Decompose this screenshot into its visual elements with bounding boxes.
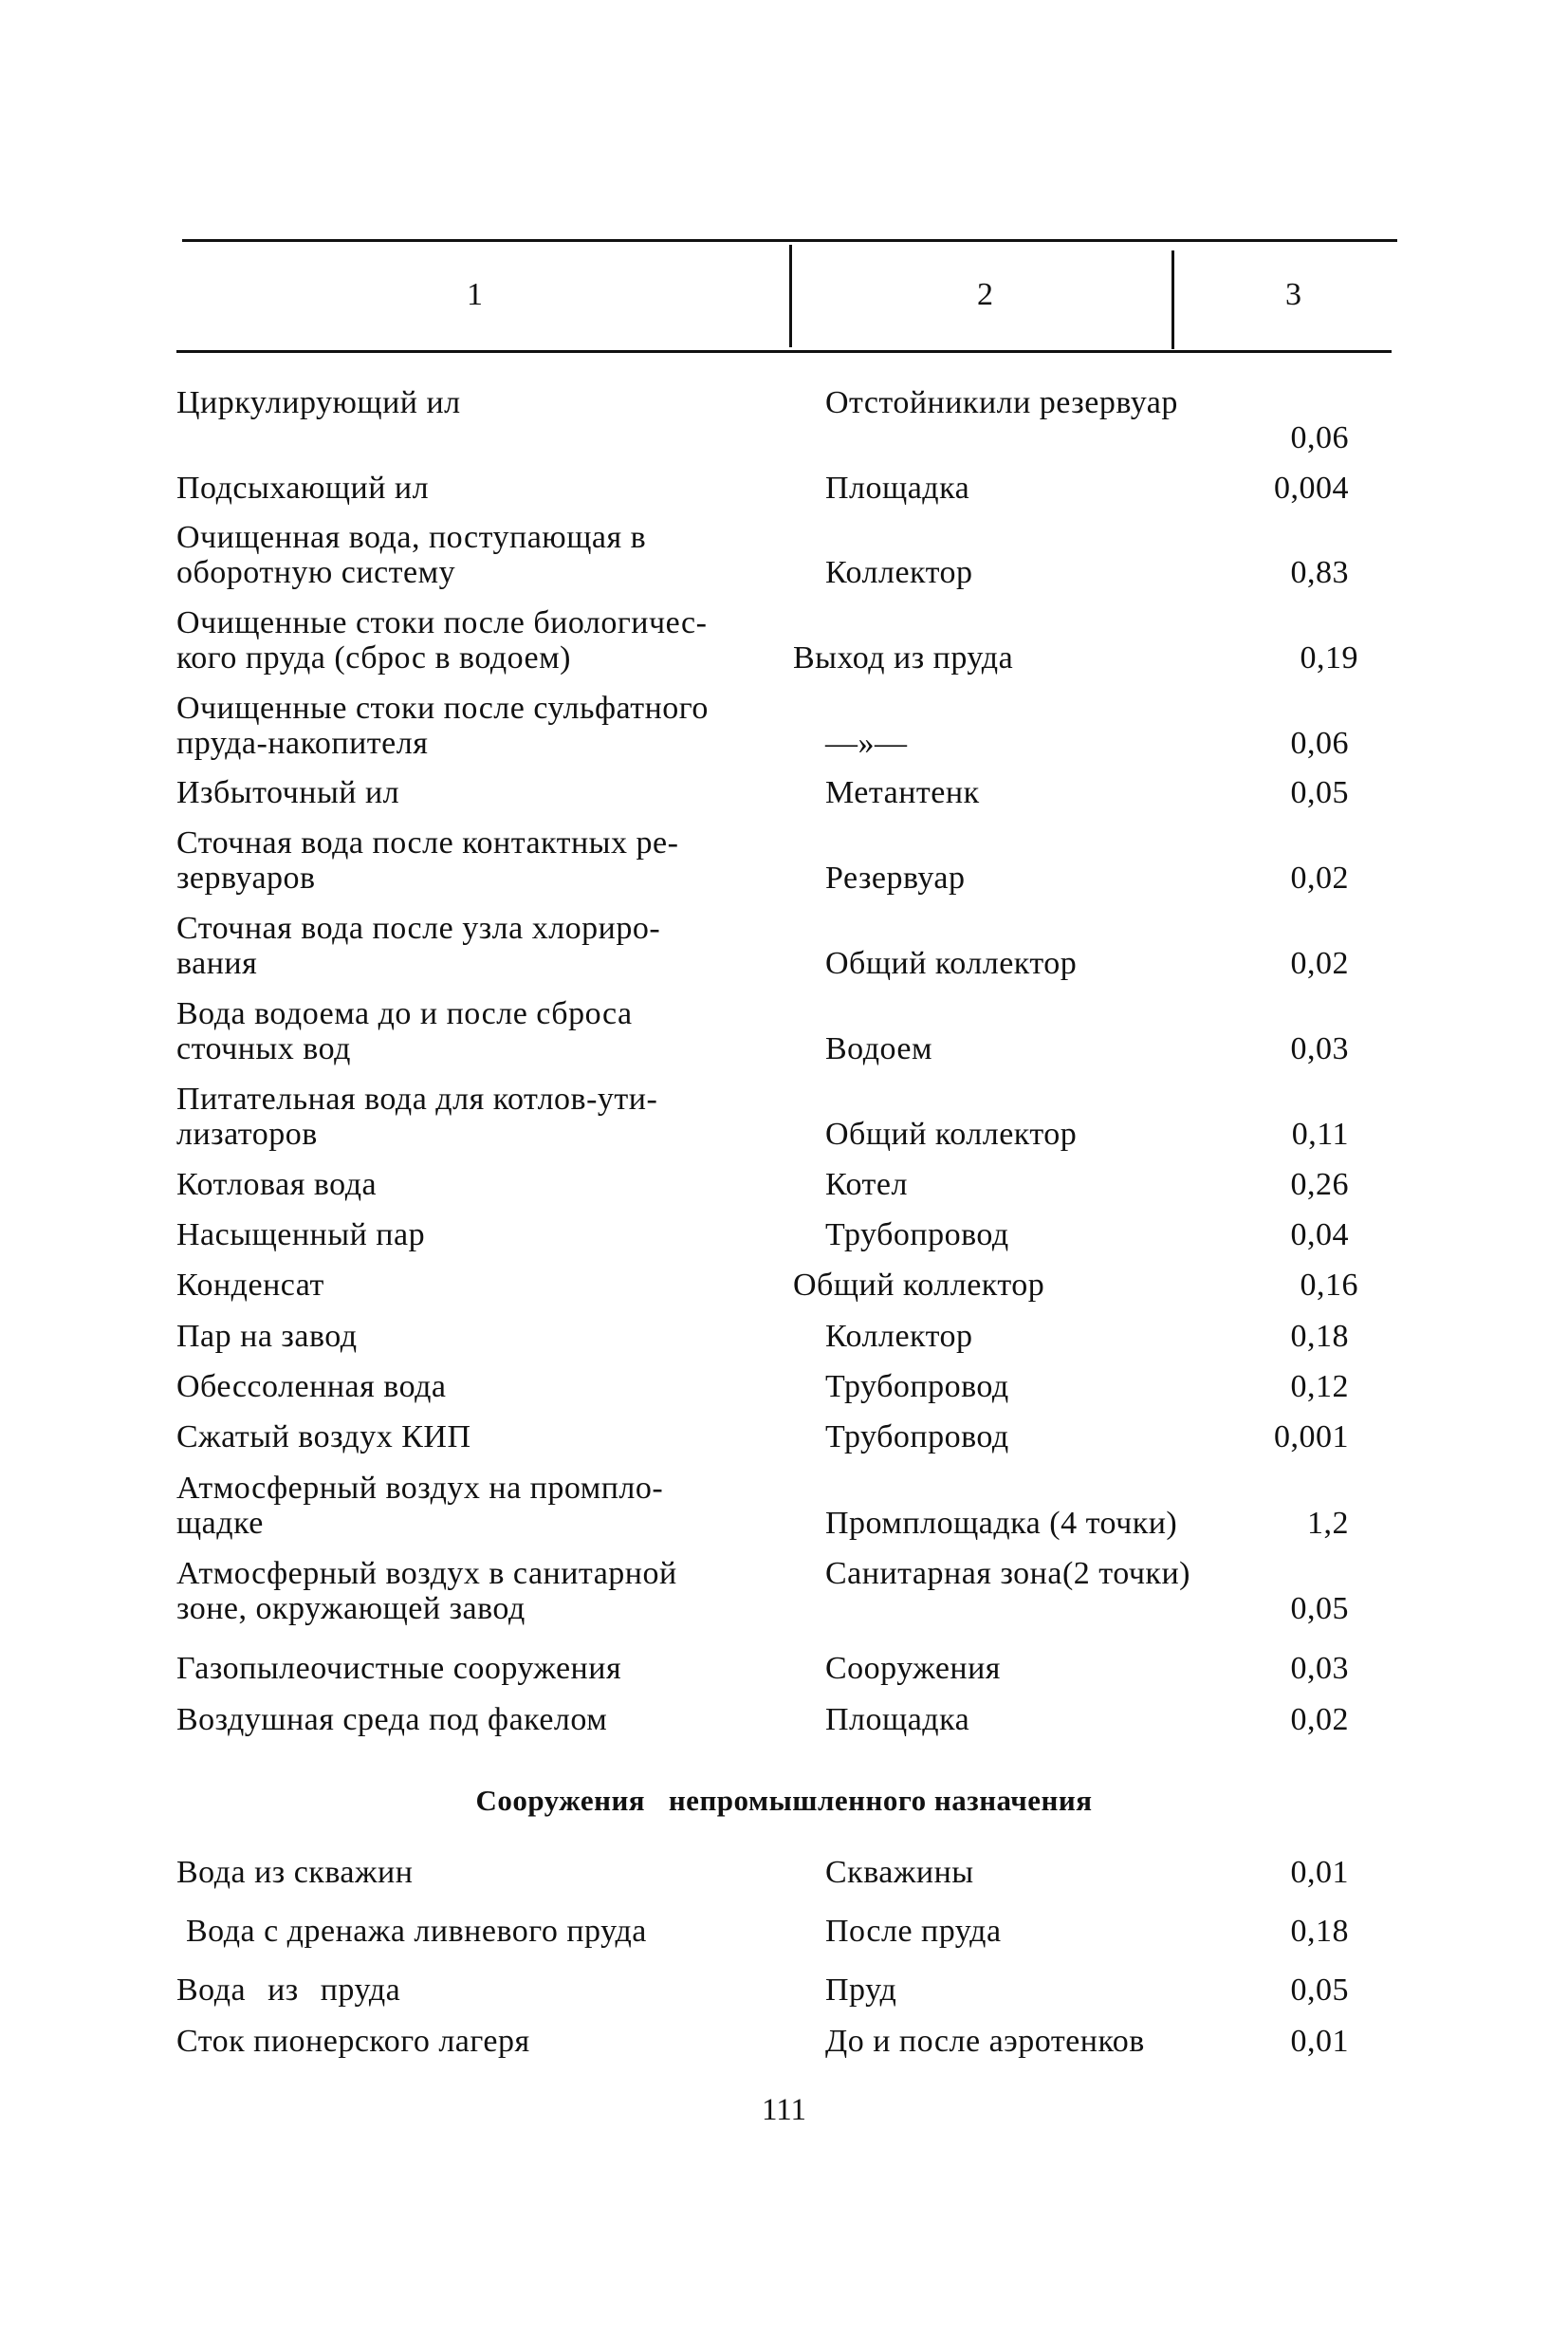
row-value: 0,16 bbox=[1300, 1268, 1358, 1303]
row-substance: Сточная вода после узла хлориро- вания bbox=[176, 911, 661, 981]
table-top-rule bbox=[182, 239, 1397, 242]
row-substance: Вода из скважин bbox=[176, 1855, 414, 1890]
row-value: 0,19 bbox=[1300, 640, 1358, 676]
row-substance: Конденсат bbox=[176, 1268, 324, 1303]
row-value: 0,02 bbox=[1290, 861, 1349, 896]
row-value: 0,04 bbox=[1290, 1217, 1349, 1252]
row-substance: Очищенные стоки после сульфатного пруда-накопителя bbox=[176, 691, 709, 761]
header-col-2: 2 bbox=[977, 277, 993, 312]
row-value: 0,03 bbox=[1290, 1031, 1349, 1066]
row-location: —»— bbox=[825, 726, 908, 761]
row-substance: Подсыхающий ил bbox=[176, 471, 430, 506]
row-location: Санитарная зона(2 точки) bbox=[825, 1556, 1190, 1591]
row-substance: Атмосферный воздух на промпло- щадке bbox=[176, 1471, 664, 1541]
row-location: Отстойникили резервуар bbox=[825, 385, 1178, 420]
row-location: Трубопровод bbox=[825, 1217, 1009, 1252]
row-value: 0,26 bbox=[1290, 1167, 1349, 1202]
row-value: 0,01 bbox=[1290, 2024, 1349, 2059]
row-substance: Газопылеочистные сооружения bbox=[176, 1651, 622, 1686]
header-bottom-rule bbox=[176, 350, 1392, 353]
row-substance: Вода водоема до и после сброса сточных вод bbox=[176, 996, 633, 1066]
row-location: До и после аэротенков bbox=[825, 2024, 1145, 2059]
row-substance: Пар на завод bbox=[176, 1319, 358, 1354]
row-location: Коллектор bbox=[825, 1319, 973, 1354]
row-substance: Вода из пруда bbox=[176, 1972, 401, 2008]
row-value: 0,03 bbox=[1290, 1651, 1349, 1686]
header-col-1: 1 bbox=[467, 277, 483, 312]
row-location: Трубопровод bbox=[825, 1369, 1009, 1404]
row-substance: Очищенные стоки после биологичес- кого пруда (сброс в водоем) bbox=[176, 605, 708, 676]
row-location: Сооружения bbox=[825, 1651, 1001, 1686]
row-substance: Насыщенный пар bbox=[176, 1217, 426, 1252]
row-substance: Обессоленная вода bbox=[176, 1369, 447, 1404]
row-value: 0,001 bbox=[1274, 1419, 1349, 1454]
row-value: 0,12 bbox=[1290, 1369, 1349, 1404]
row-substance: Сжатый воздух КИП bbox=[176, 1419, 471, 1454]
row-location: Коллектор bbox=[825, 555, 973, 590]
row-location: После пруда bbox=[825, 1914, 1002, 1949]
row-value: 0,004 bbox=[1274, 471, 1349, 506]
row-location: Пруд bbox=[825, 1972, 897, 2008]
row-substance: Воздушная среда под факелом bbox=[176, 1702, 608, 1737]
header-divider-1-2 bbox=[789, 245, 792, 347]
row-substance: Очищенная вода, поступающая в оборотную систему bbox=[176, 520, 647, 590]
row-location: Промплощадка (4 точки) bbox=[825, 1506, 1178, 1541]
row-location: Метантенк bbox=[825, 775, 980, 810]
row-value: 0,02 bbox=[1290, 1702, 1349, 1737]
row-value: 0,05 bbox=[1290, 1591, 1349, 1626]
row-value: 0,01 bbox=[1290, 1855, 1349, 1890]
row-location: Котел bbox=[825, 1167, 908, 1202]
header-col-3: 3 bbox=[1285, 277, 1301, 312]
page-number: 111 bbox=[761, 2093, 807, 2127]
row-location: Выход из пруда bbox=[793, 640, 1014, 676]
row-location: Трубопровод bbox=[825, 1419, 1009, 1454]
row-location: Резервуар bbox=[825, 861, 966, 896]
row-location: Площадка bbox=[825, 471, 970, 506]
header-divider-2-3 bbox=[1171, 250, 1174, 349]
row-substance: Вода с дренажа ливневого пруда bbox=[186, 1914, 647, 1949]
row-value: 0,02 bbox=[1290, 946, 1349, 981]
row-value: 0,18 bbox=[1290, 1914, 1349, 1949]
row-value: 1,2 bbox=[1307, 1506, 1349, 1541]
row-substance: Сток пионерского лагеря bbox=[176, 2024, 530, 2059]
row-value: 0,18 bbox=[1290, 1319, 1349, 1354]
row-value: 0,11 bbox=[1291, 1117, 1349, 1152]
row-location: Общий коллектор bbox=[793, 1268, 1045, 1303]
section-title: Сооружения непромышленного назначения bbox=[475, 1784, 1093, 1817]
row-value: 0,06 bbox=[1290, 726, 1349, 761]
row-substance: Сточная вода после контактных ре- зервуаров bbox=[176, 825, 679, 896]
row-value: 0,05 bbox=[1290, 1972, 1349, 2008]
row-substance: Избыточный ил bbox=[176, 775, 400, 810]
row-value: 0,05 bbox=[1290, 775, 1349, 810]
row-substance: Атмосферный воздух в санитарной зоне, окружающей завод bbox=[176, 1556, 677, 1626]
row-value: 0,83 bbox=[1290, 555, 1349, 590]
row-location: Скважины bbox=[825, 1855, 974, 1890]
row-location: Общий коллектор bbox=[825, 1117, 1078, 1152]
row-location: Водоем bbox=[825, 1031, 933, 1066]
row-value: 0,06 bbox=[1290, 420, 1349, 455]
row-location: Общий коллектор bbox=[825, 946, 1078, 981]
row-substance: Циркулирующий ил bbox=[176, 385, 461, 420]
row-location: Площадка bbox=[825, 1702, 970, 1737]
row-substance: Котловая вода bbox=[176, 1167, 378, 1202]
row-substance: Питательная вода для котлов-ути- лизаторов bbox=[176, 1082, 658, 1152]
